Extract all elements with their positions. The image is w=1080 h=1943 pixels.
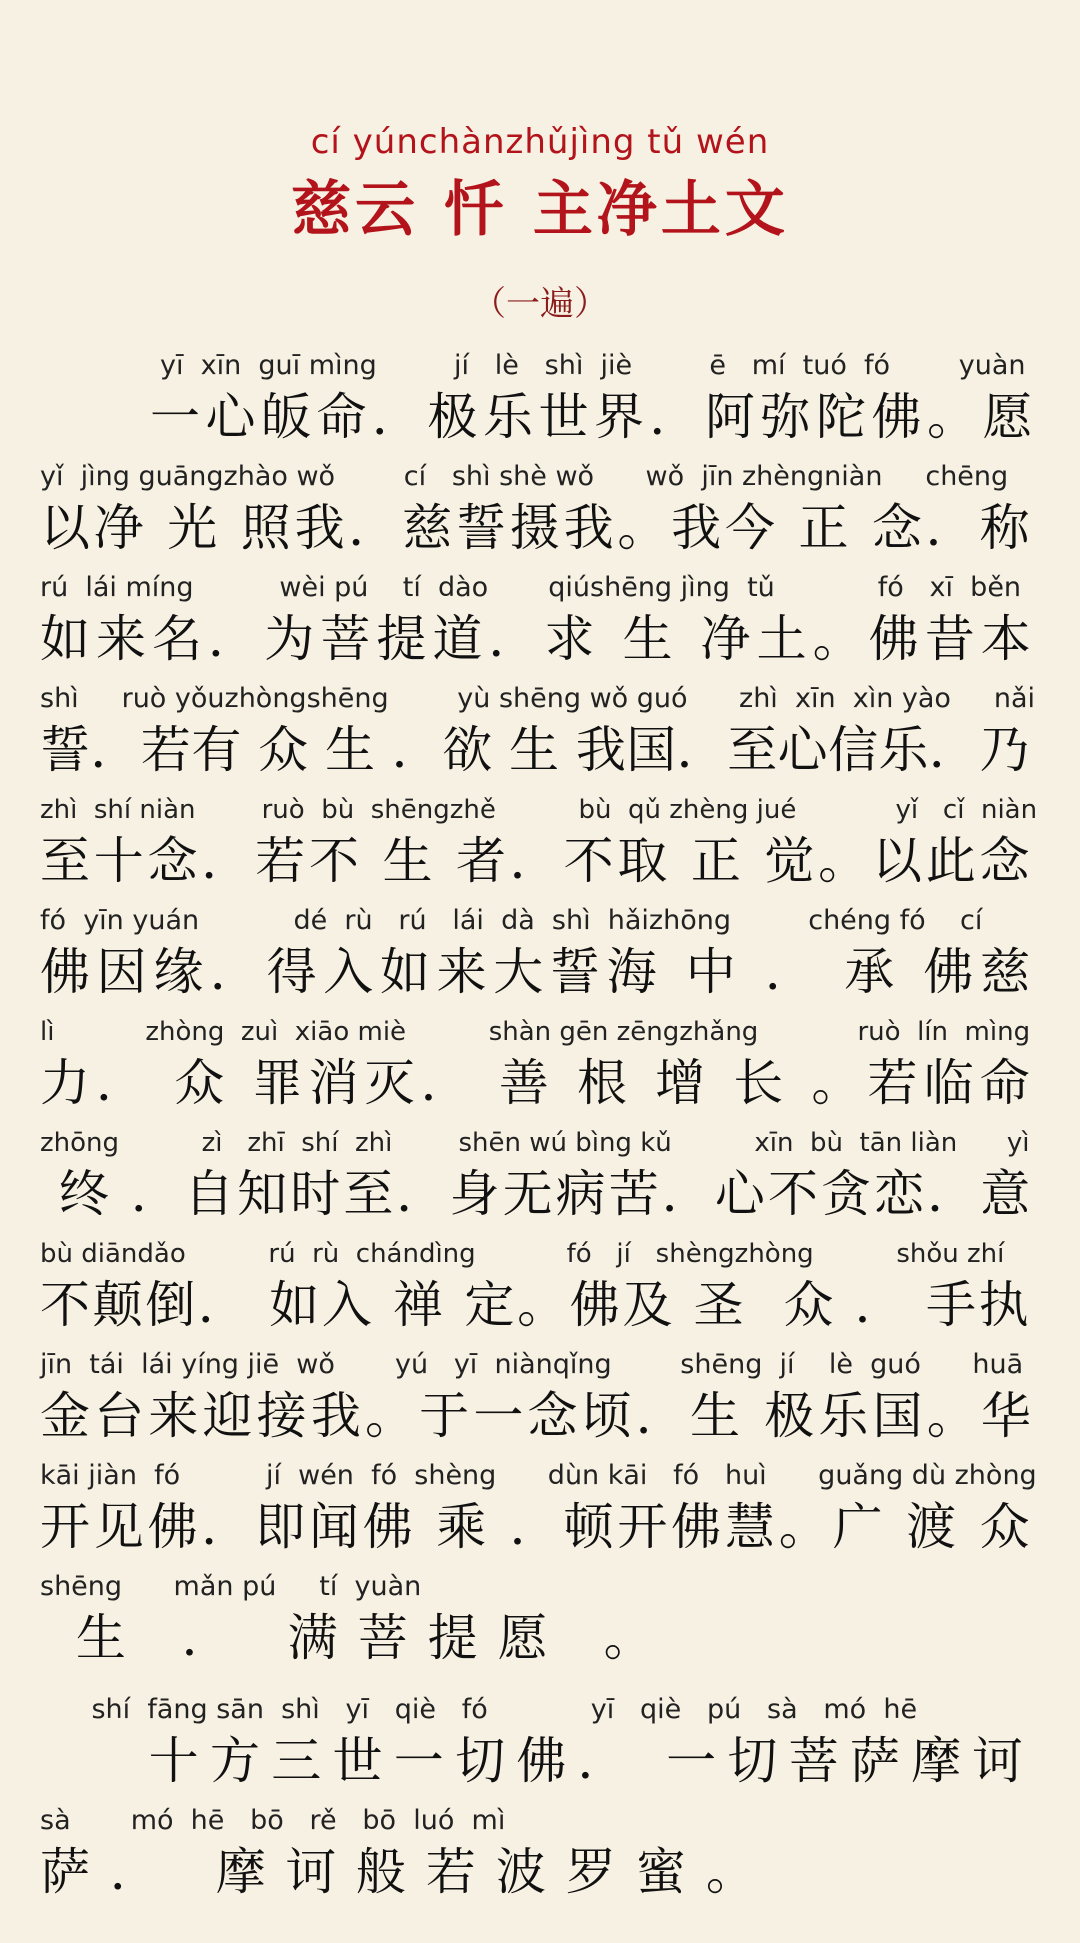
text-line-12	[40, 1569, 1040, 1680]
text-line-6	[40, 903, 1040, 1014]
hanzi-line: 十方三世一切佛． 一切菩萨摩诃	[40, 1732, 1034, 1790]
text-line-3	[40, 570, 1040, 681]
subtitle: （一遍）	[472, 284, 608, 324]
pinyin-line: zhì shí niàn ruò bù shēngzhě bù qǔ zhèng jué yǐ cǐ niàn	[40, 795, 1038, 825]
hanzi-line: 力． 众 罪消灭． 善 根 增 长 。若临命	[40, 1054, 1036, 1112]
hanzi-line: 一心皈命．极乐世界．阿弥陀佛。愿	[150, 388, 1038, 446]
pinyin-line: shí fāng sān shì yī qiè fó yī qiè pú sà mó hē	[40, 1694, 918, 1725]
text-line-10	[40, 1347, 1040, 1458]
text-line-9	[40, 1236, 1040, 1347]
hanzi-line: 佛因缘．得入如来大誓海 中 ． 承 佛慈	[40, 943, 1037, 1001]
hanzi-line: 开见佛．即闻佛 乘 ．顿开佛慧。广 渡 众	[40, 1498, 1034, 1556]
hanzi-line: 誓．若有 众 生 ．欲 生 我国．至心信乐．乃	[40, 721, 1030, 779]
text-line-7	[40, 1014, 1040, 1125]
text-line-1	[40, 348, 1040, 459]
pinyin-line: lì zhòng zuì xiāo miè shàn gēn zēngzhǎng ruò lín mìng	[40, 1017, 1031, 1047]
text-line-14	[40, 1803, 1040, 1914]
hanzi-line: 终 ．自知时至．身无病苦．心不贪恋．意	[40, 1165, 1034, 1223]
pinyin-line: yǐ jìng guāngzhào wǒ cí shì shè wǒ wǒ jīn zhèngniàn chēng	[40, 461, 1009, 492]
pinyin-line: kāi jiàn fó jí wén fó shèng dùn kāi fó huì guǎng dù zhòng	[40, 1460, 1037, 1491]
pinyin-line: bù diāndǎo rú rù chándìng fó jí shèngzhòng shǒu zhí	[40, 1239, 1005, 1269]
text-line-5	[40, 792, 1040, 903]
hanzi-line: 不颠倒． 如入 禅 定。佛及 圣 众 ． 手执	[40, 1276, 1032, 1334]
hanzi-line: 至十念．若不 生 者．不取 正 觉。以此念	[40, 832, 1034, 890]
pinyin-line: shēng mǎn pú tí yuàn	[40, 1571, 422, 1602]
hanzi-line: 萨． 摩诃般若波罗蜜。	[40, 1843, 776, 1901]
pinyin-line: sà mó hē bō rě bō luó mì	[40, 1805, 506, 1836]
text-line-11	[40, 1458, 1040, 1569]
text-line-8	[40, 1125, 1040, 1236]
title-pinyin: cí yúnchànzhǔjìng tǔ wén	[310, 122, 770, 162]
text-line-2	[40, 459, 1040, 570]
hanzi-line: 金台来迎接我。于一念顷．生 极乐国。华	[40, 1387, 1036, 1445]
pinyin-line: yī xīn guī mìng jí lè shì jiè ē mí tuó fó yuàn	[160, 350, 1026, 381]
text-line-13	[40, 1692, 1040, 1803]
pinyin-line: zhōng zì zhī shí zhì shēn wú bìng kǔ xīn bù tān liàn yì	[40, 1128, 1030, 1158]
page-title: 慈云 忏 主净土文	[291, 175, 789, 245]
pinyin-line: shì ruò yǒuzhòngshēng yù shēng wǒ guó zhì xīn xìn yào nǎi	[40, 683, 1036, 714]
hanzi-line: 如来名．为菩提道．求 生 净土。佛昔本	[40, 610, 1037, 668]
hanzi-line: 生 ． 满菩提愿 。	[40, 1609, 674, 1667]
pinyin-line: fó yīn yuán dé rù rú lái dà shì hǎizhōng chéng fó cí	[40, 905, 983, 936]
pinyin-line: jīn tái lái yíng jiē wǒ yú yī niànqǐng shēng jí lè guó huā	[40, 1349, 1024, 1380]
pinyin-line: rú lái míng wèi pú tí dào qiúshēng jìng tǔ fó xī běn	[40, 572, 1022, 603]
hanzi-line: 以净 光 照我．慈誓摄我。我今 正 念．称	[40, 499, 1034, 557]
text-line-4	[40, 681, 1040, 792]
